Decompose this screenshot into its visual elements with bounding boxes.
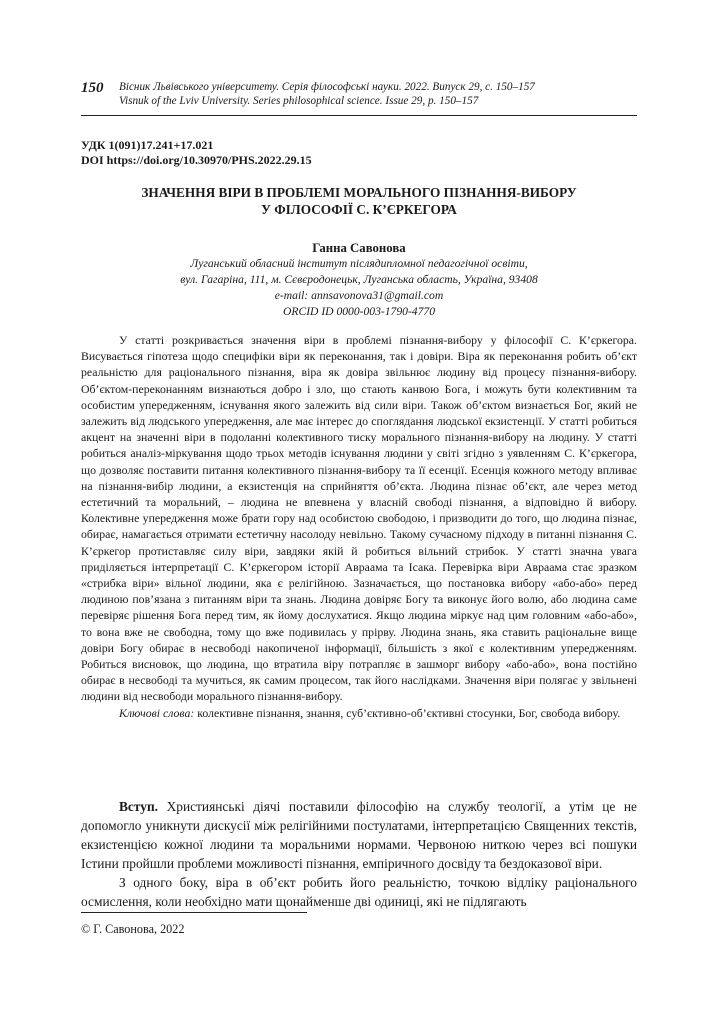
author-name: Ганна Савонова (312, 241, 406, 255)
udk-code: УДК 1(091)17.241+17.021 (81, 138, 214, 152)
keywords-list: колективне пізнання, знання, суб’єктивно-об’єктивні стосунки, Бог, свобода вибору. (194, 705, 621, 720)
footnote-divider (81, 912, 307, 913)
journal-citation-ua: Вісник Львівського університету. Серія філософські науки. 2022. Випуск 29, с. 150–157 (119, 81, 535, 93)
article-title (81, 184, 637, 218)
abstract-text: У статті розкривається значення віри в проблемі пізнання-вибору у філософії С. К’єркегора. Висувається гіпотеза щодо специфіки віри як переконання, так і довіри. Віра як переконання робить об’єкт реальністю для раціонального пізнання, віра як довіра звільнює людину від процесу пізнання-вибору. Об’єктом-переконанням визнаються добро і зло, що стають канвою Бога, і можуть бути колективним та особистим упередженням, існування якого залежить від сили віри. Також об’єктом визнається Бог, який не залежить від людського упередження, але має інтерес до споглядання людської екзистенції. У статті робиться акцент на значенні віри в подоланні колективного тиску морального пізнання-вибору на людину. У статті робиться аналіз-міркування щодо трьох методів існування людини у світі згідно з уявленням С. К’єркегора, що дозволяє поставити питання колективного пізнання-вибору та її есенції. Есенція кожного методу впливає на пізнання-вибір людини, а екзистенція на сприйняття об’єкта. Людина пізнає об’єкт, але через метод естетичний та моральний, – людина не впевнена у власній свободі пізнання, а відповідно й вибору. Колективне упередження може брати гору над особистою свободою, і призводити до того, що людина пізнає, обирає, намагається отримати естетичну насолоду невільно. Такому сучасному підходу в питанні пізнання С. К’єркегор протиставляє силу віри, завдяки якій й робиться вільний стрибок. У статті значна увага приділяється інтерпретації С. К’єркегором історії Авраама та Ісака. Перевірка віри Авраама стає зразком «стрибка віри» вільної людини, яка є релігійною. Зазначається, що постановка вибору «або-або» перед людиною пов’язана з питанням віри та знань. Людина довіряє Богу та виконує його волю, або людина саме перевіряє рішення Бога перед тим, як йому дослухатися. Якщо людина міркує над цим головним «або-або», то вона вже не свободна, тому що вже подивилась у прірву. Людина знань, яка ставить раціональне вище довіри Богу обирає в несвободі накопиченої інформації, більшість з якої є колективним упередженням. Робиться висновок, що людина, що втратила віру потрапляє в зашморг вибору «або-або», вона постійно обирає в несвободі та мучиться, як самим процесом, так його наслідками. Значення віри полягає у звільнені людини від несвободи морального пізнання-вибору. (81, 333, 637, 704)
article-page (81, 0, 637, 1024)
title-line-1: ЗНАЧЕННЯ ВІРИ В ПРОБЛЕМІ МОРАЛЬНОГО ПІЗНАННЯ-ВИБОРУ (141, 185, 577, 200)
header-divider (81, 115, 637, 116)
affiliation-line-1: Луганський обласний інститут післядипломної педагогічної освіти, (190, 257, 528, 270)
author-orcid: ORCID ID 0000-003-1790-4770 (283, 305, 435, 318)
author-email[interactable]: e-mail: annsavonova31@gmail.com (274, 289, 444, 302)
body-paragraph-2: З одного боку, віра в об’єкт робить його реальністю, точкою відліку раціонального осмислення, коли необхідно мати щонайменше дві одиниці, які не підлягають (81, 875, 637, 909)
author-block (81, 240, 637, 320)
intro-paragraph (81, 797, 637, 873)
title-line-2: У ФІЛОСОФІЇ С. К’ЄРКЕГОРА (261, 202, 457, 217)
intro-text: Християнські діячі поставили філософію на службу теології, а утім це не допомогло уникнути дискусії між релігійними постулатами, інтерпретацією Священних текстів, екзистенцією кожної людини та моральними нормами. Червоною ниткою через всі пошуки Істини пройшли проблеми можливості пізнання, емпіричного досвіду та бездоказової віри. (81, 799, 637, 871)
copyright-footnote: © Г. Савонова, 2022 (81, 922, 185, 936)
abstract (81, 332, 637, 721)
journal-citation (119, 80, 637, 108)
page-number: 150 (81, 80, 104, 96)
article-body (81, 797, 637, 911)
doi-link[interactable]: DOI https://doi.org/10.30970/PHS.2022.29.15 (81, 153, 312, 167)
keywords-label: Ключові слова: (119, 705, 195, 720)
article-meta (81, 138, 637, 168)
journal-citation-en: Visnuk of the Lviv University. Series philosophical science. Issue 29, p. 150–157 (119, 95, 479, 107)
intro-label: Вступ. (119, 799, 159, 814)
affiliation-line-2: вул. Гагаріна, 111, м. Сєвєродонецьк, Луганська область, Україна, 93408 (180, 273, 538, 286)
keywords (81, 705, 637, 721)
